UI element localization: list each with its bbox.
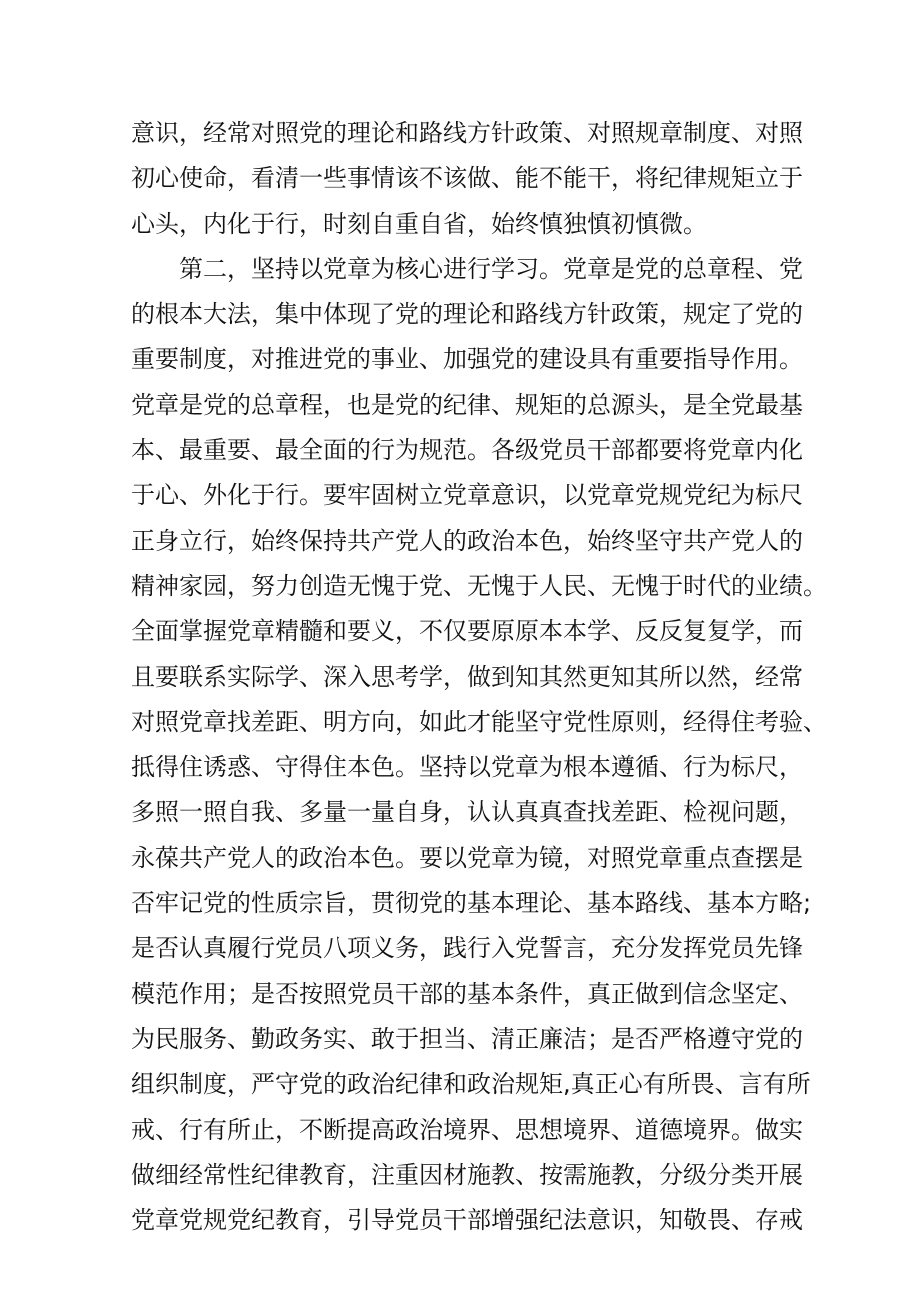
- text-line: 戒、行有所止，不断提高政治境界、思想境界、道德境界。做实: [131, 1115, 803, 1144]
- text-line: 初心使命，看清一些事情该不该做、能不能干，将纪律规矩立于: [131, 164, 803, 193]
- text-line: 抵得住诱惑、守得住本色。坚持以党章为根本遵循、行为标尺，: [131, 753, 803, 782]
- text-line: 本、最重要、最全面的行为规范。各级党员干部都要将党章内化: [131, 436, 803, 465]
- text-line: 为民服务、勤政务实、敢于担当、清正廉洁；是否严格遵守党的: [131, 1024, 803, 1053]
- text-line: 意识，经常对照党的理论和路线方针政策、对照规章制度、对照: [131, 119, 803, 147]
- text-line: 是否认真履行党员八项义务，践行入党誓言，充分发挥党员先锋: [131, 934, 803, 963]
- text-line: 重要制度，对推进党的事业、加强党的建设具有重要指导作用。: [131, 345, 803, 374]
- text-line: 永葆共产党人的政治本色。要以党章为镜，对照党章重点查摆是: [131, 843, 803, 872]
- text-line: 精神家园，努力创造无愧于党、无愧于人民、无愧于时代的业绩。: [131, 571, 827, 600]
- text-line: 于心、外化于行。要牢固树立党章意识，以党章党规党纪为标尺: [131, 481, 803, 510]
- text-line: 党章党规党纪教育，引导党员干部增强纪法意识，知敬畏、存戒: [131, 1206, 803, 1235]
- text-line: 心头，内化于行，时刻自重自省，始终慎独慎初慎微。: [131, 209, 707, 238]
- text-line: 党章是党的总章程，也是党的纪律、规矩的总源头，是全党最基: [131, 390, 803, 419]
- text-line: 正身立行，始终保持共产党人的政治本色，始终坚守共产党人的: [131, 526, 803, 555]
- text-line: 做细经常性纪律教育，注重因材施教、按需施教，分级分类开展: [131, 1160, 803, 1189]
- body-text: [131, 111, 827, 1243]
- text-line: 且要联系实际学、深入思考学，做到知其然更知其所以然，经常: [131, 662, 803, 691]
- text-line: 组织制度，严守党的政治纪律和政治规矩,真正心有所畏、言有所: [131, 1070, 811, 1099]
- text-line: 全面掌握党章精髓和要义，不仅要原原本本学、反反复复学，而: [131, 617, 803, 646]
- text-line: 多照一照自我、多量一量自身，认认真真查找差距、检视问题，: [131, 798, 803, 827]
- text-line: 模范作用；是否按照党员干部的基本条件，真正做到信念坚定、: [131, 979, 803, 1008]
- text-line: 否牢记党的性质宗旨，贯彻党的基本理论、基本路线、基本方略;: [131, 889, 812, 918]
- text-line: 的根本大法，集中体现了党的理论和路线方针政策，规定了党的: [131, 300, 803, 329]
- paragraph-start-line: 第二，坚持以党章为核心进行学习。党章是党的总章程、党: [179, 254, 803, 283]
- text-line: 对照党章找差距、明方向，如此才能坚守党性原则，经得住考验、: [131, 707, 827, 736]
